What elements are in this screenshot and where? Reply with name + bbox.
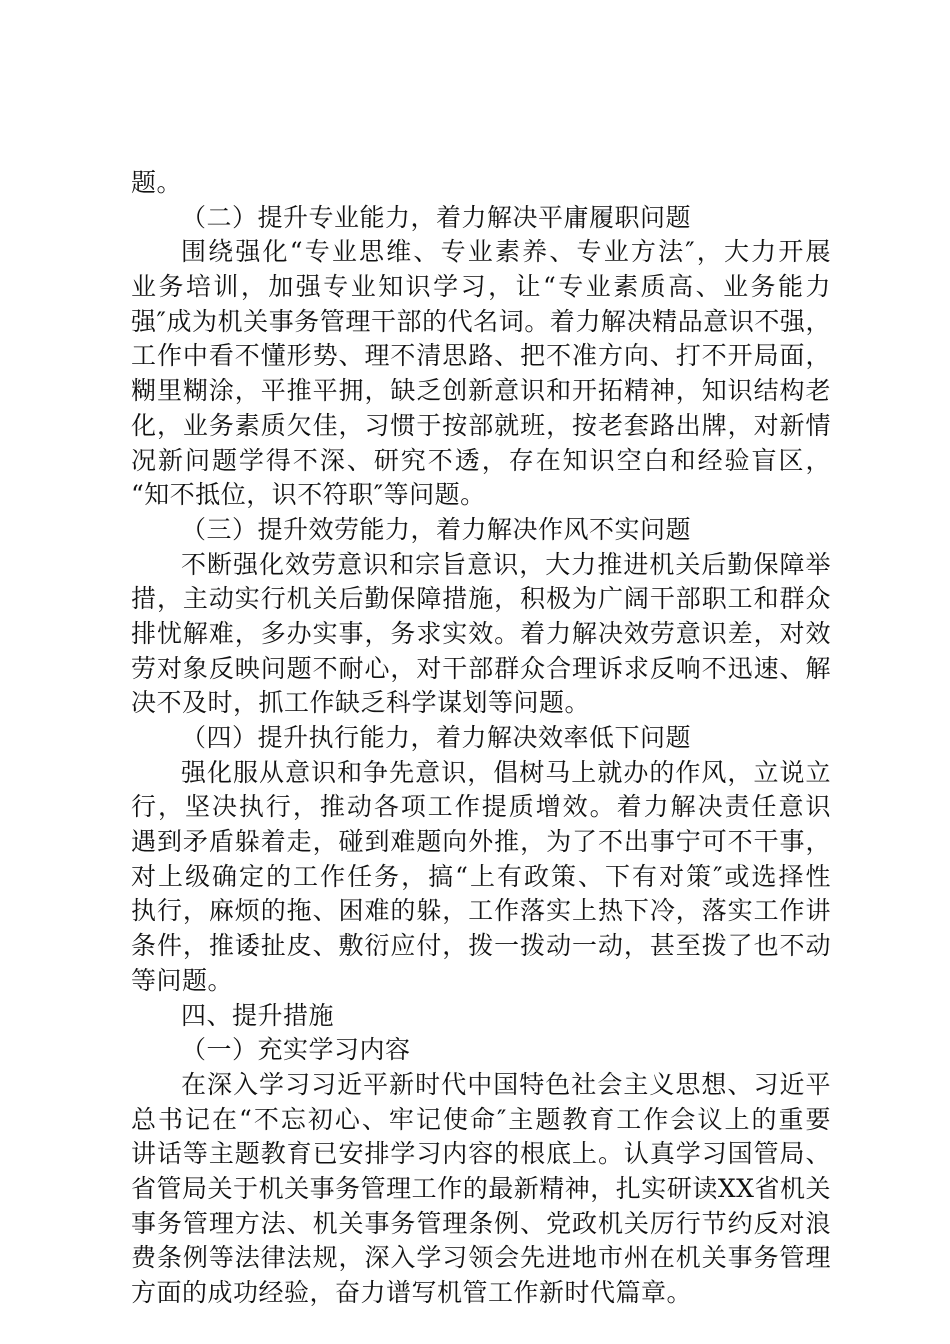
text-line: 费条例等法律法规，深入学习领会先进地市州在机关事务管理 bbox=[131, 1243, 831, 1273]
text-line: 业务培训，加强专业知识学习，让“专业素质高、业务能力 bbox=[131, 272, 831, 302]
text-line: 条件，推诿扯皮、敷衍应付，拨一拨动一动，甚至拨了也不动 bbox=[131, 931, 831, 961]
text-line: 劳对象反映问题不耐心，对干部群众合理诉求反响不迅速、解 bbox=[131, 653, 831, 683]
text-line: 在深入学习习近平新时代中国特色社会主义思想、习近平 bbox=[181, 1069, 831, 1099]
text-line: 强化服从意识和争先意识，倡树马上就办的作风，立说立 bbox=[181, 757, 831, 787]
text-line: 措，主动实行机关后勤保障措施，积极为广阔干部职工和群众 bbox=[131, 584, 831, 614]
text-line: 对上级确定的工作任务，搞“上有政策、下有对策″或选择性 bbox=[131, 861, 831, 891]
text-line: 遇到矛盾躲着走，碰到难题向外推，为了不出事宁可不干事， bbox=[131, 827, 831, 857]
text-line: （一）充实学习内容 bbox=[181, 1035, 411, 1065]
text-line: （四）提升执行能力，着力解决效率低下问题 bbox=[181, 723, 692, 752]
text-line: 总书记在“不忘初心、牢记使命″主题教育工作会议上的重要 bbox=[131, 1104, 831, 1134]
text-line: 不断强化效劳意识和宗旨意识，大力推进机关后勤保障举 bbox=[181, 549, 831, 579]
text-line: “知不抵位，识不符职″等问题。 bbox=[131, 480, 486, 510]
text-line: 工作中看不懂形势、理不清思路、把不准方向、打不开局面， bbox=[131, 341, 831, 371]
text-line: （二）提升专业能力，着力解决平庸履职问题 bbox=[181, 202, 692, 232]
document-body bbox=[131, 166, 831, 1311]
text-line: （三）提升效劳能力，着力解决作风不实问题 bbox=[181, 514, 692, 544]
text-line: 行，坚决执行，推动各项工作提质增效。着力解决责任意识 bbox=[131, 792, 831, 822]
text-line: 强″成为机关事务管理干部的代名词。着力解决精品意识不强， bbox=[131, 306, 831, 336]
text-line: 围绕强化“专业思维、专业素养、专业方法″，大力开展 bbox=[181, 237, 831, 267]
text-line: 讲话等主题教育已安排学习内容的根底上。认真学习国管局、 bbox=[131, 1139, 831, 1169]
text-line: 糊里糊涂，平推平拥，缺乏创新意识和开拓精神，知识结构老 bbox=[131, 376, 831, 406]
text-line: 题。 bbox=[131, 168, 183, 197]
text-line: 方面的成功经验，奋力谱写机管工作新时代篇章。 bbox=[131, 1278, 693, 1307]
text-line: 排忧解难，多办实事，务求实效。着力解决效劳意识差，对效 bbox=[131, 618, 831, 648]
text-line: 化，业务素质欠佳，习惯于按部就班，按老套路出牌，对新情 bbox=[131, 410, 831, 440]
text-line: 等问题。 bbox=[131, 965, 234, 995]
text-line: 四、提升措施 bbox=[181, 1000, 335, 1030]
text-line: 事务管理方法、机关事务管理条例、党政机关厉行节约反对浪 bbox=[131, 1208, 831, 1238]
text-line: 省管局关于机关事务管理工作的最新精神，扎实研读XX省机关 bbox=[131, 1173, 831, 1203]
text-line: 决不及时，抓工作缺乏科学谋划等问题。 bbox=[131, 688, 591, 718]
text-line: 况新问题学得不深、研究不透，存在知识空白和经验盲区， bbox=[131, 445, 831, 475]
text-line: 执行，麻烦的拖、困难的躲，工作落实上热下冷，落实工作讲 bbox=[131, 896, 831, 926]
